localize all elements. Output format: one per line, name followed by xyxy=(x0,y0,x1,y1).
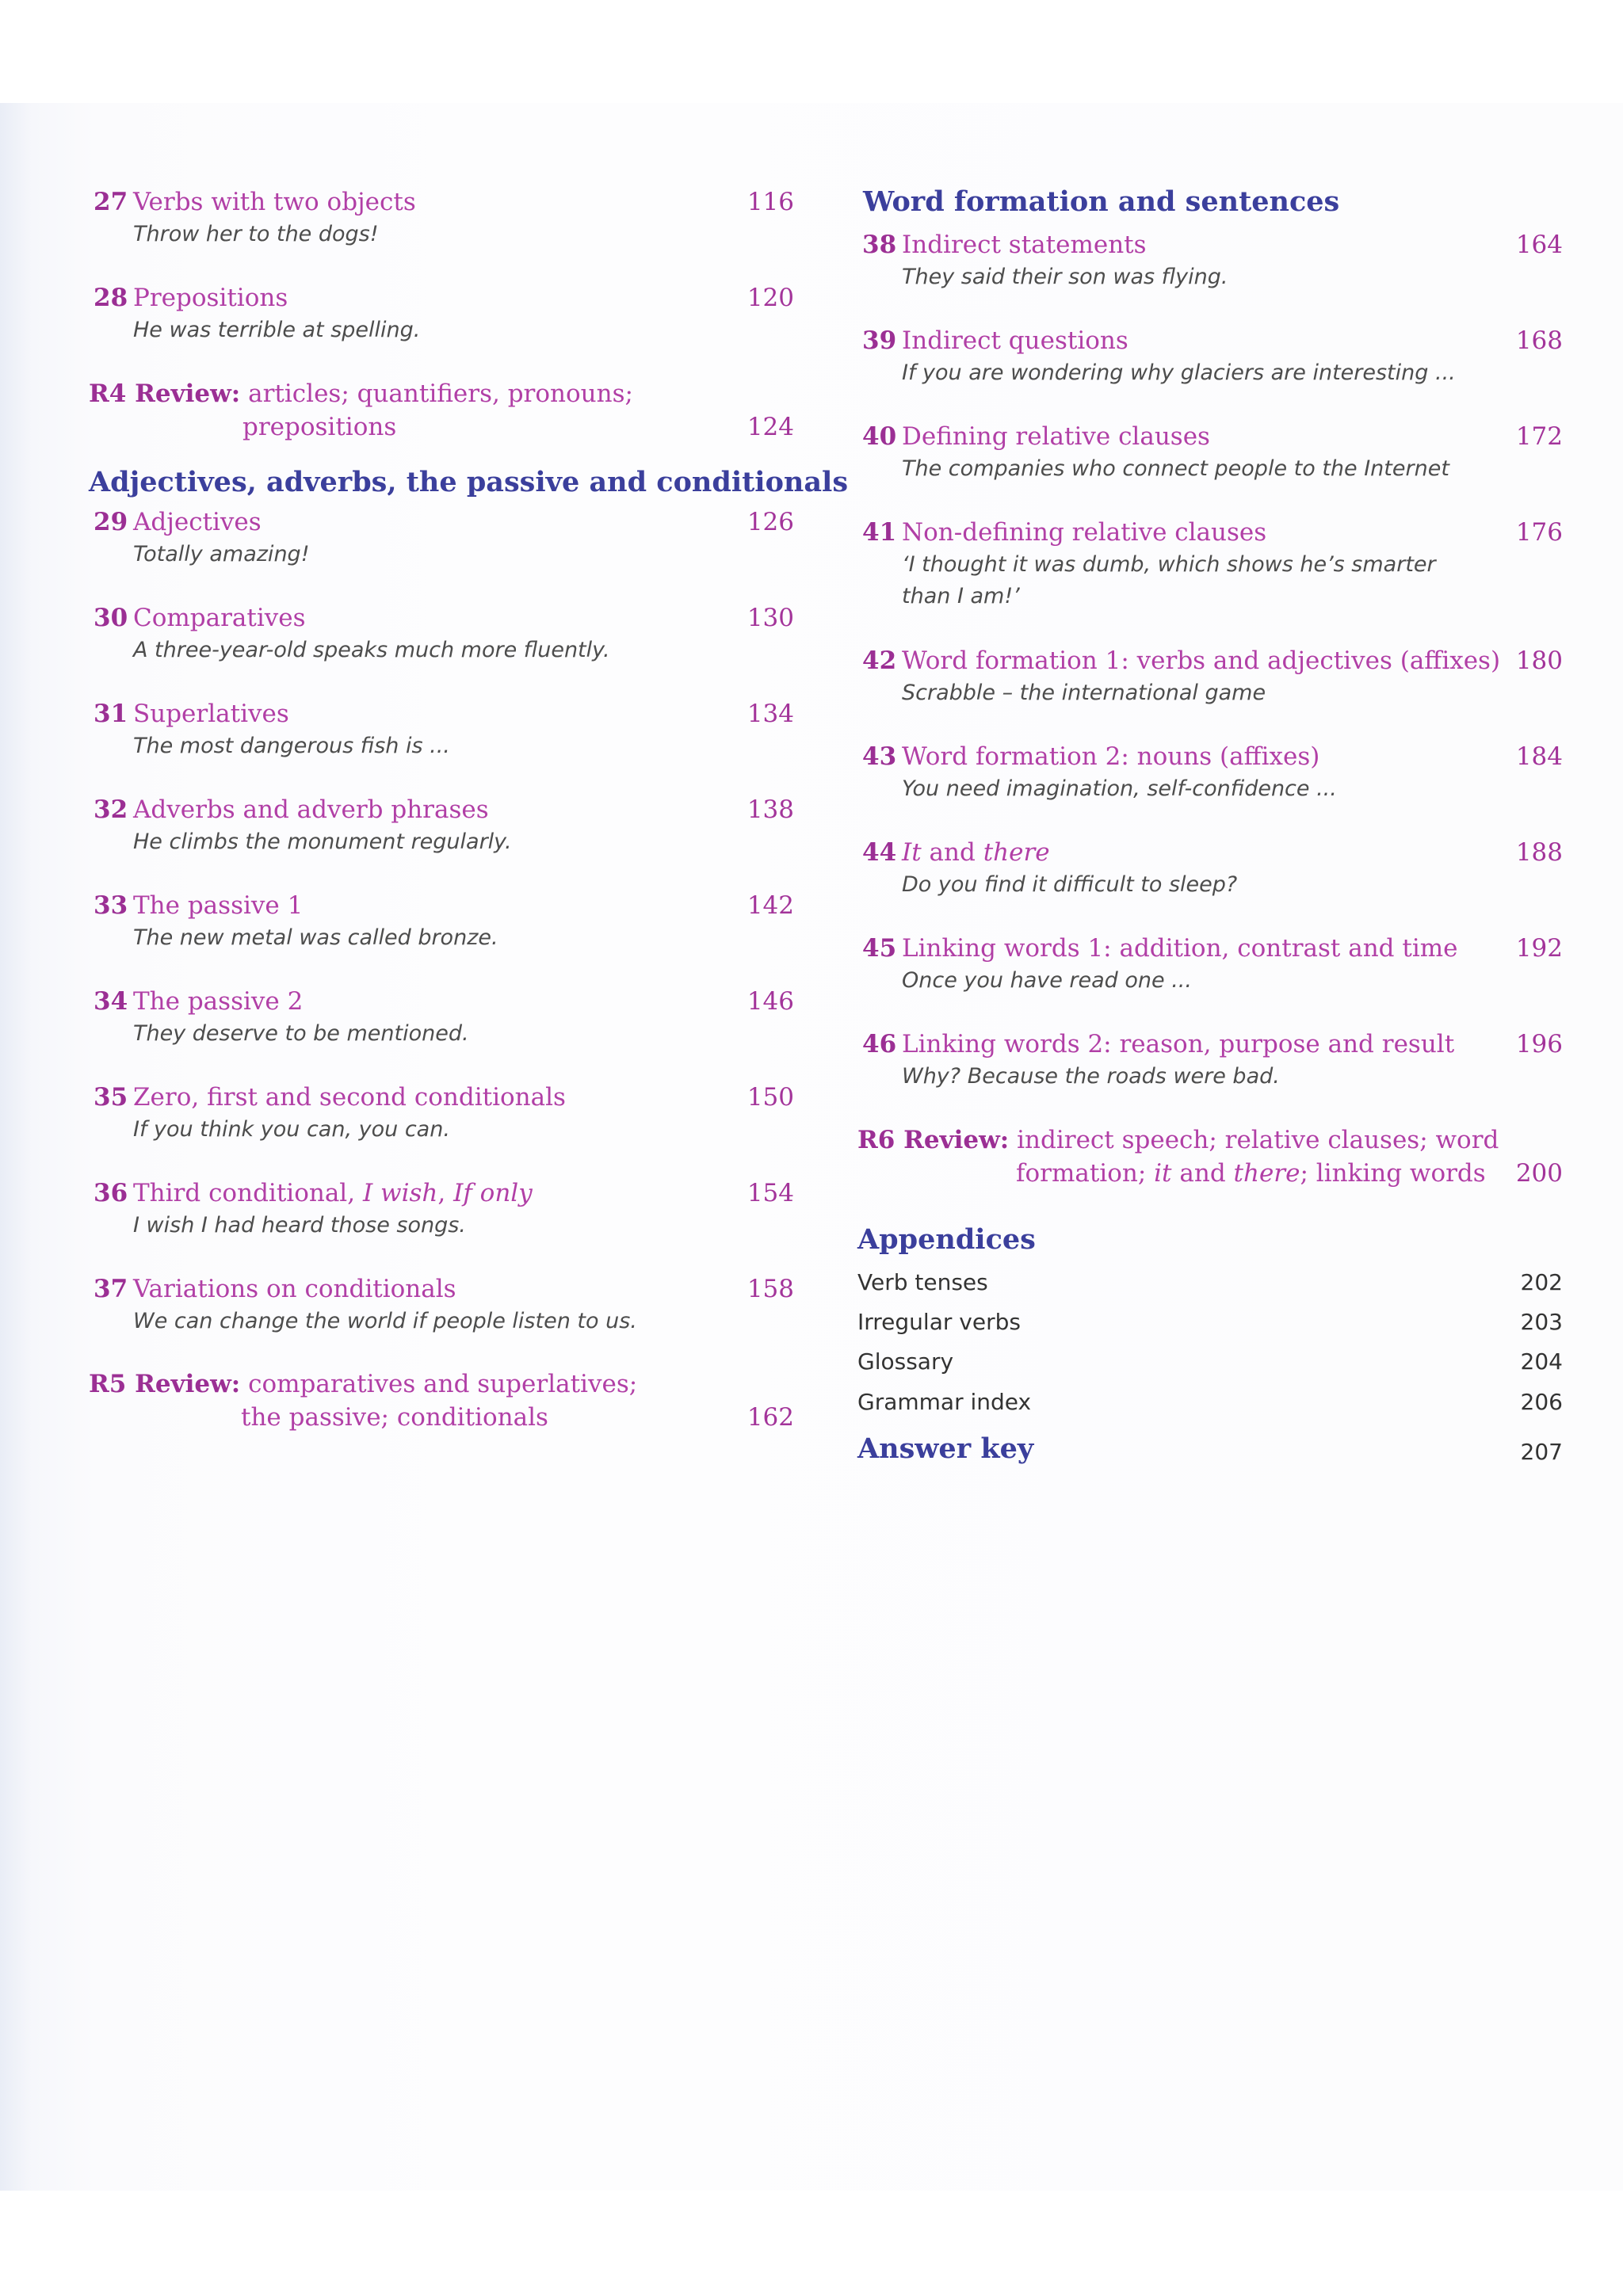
appendix-label: Grammar index xyxy=(857,1389,1032,1415)
page-ref: 146 xyxy=(747,987,794,1016)
toc-entry-29[interactable] xyxy=(89,505,794,570)
answer-key-label: Answer key xyxy=(857,1432,1034,1465)
page-ref: 116 xyxy=(747,188,794,216)
unit-subtitle-line1: ‘I thought it was dumb, which shows he’s smarter xyxy=(902,552,1436,577)
unit-subtitle: You need imagination, self-confidence ... xyxy=(902,776,1337,801)
toc-entry-38[interactable] xyxy=(857,228,1563,293)
unit-number: 41 xyxy=(862,518,897,547)
page-ref: 180 xyxy=(1515,646,1563,675)
page-ref: 203 xyxy=(1520,1309,1563,1335)
page-ref: 124 xyxy=(747,413,794,441)
review-r6[interactable] xyxy=(857,1123,1563,1190)
unit-number: 38 xyxy=(862,231,897,259)
unit-number: 31 xyxy=(94,700,128,728)
toc-entry-33[interactable] xyxy=(89,889,794,954)
page-ref: 204 xyxy=(1520,1348,1563,1375)
unit-subtitle: The most dangerous fish is ... xyxy=(133,734,450,758)
unit-subtitle: The companies who connect people to the Internet xyxy=(902,456,1449,481)
unit-subtitle: Totally amazing! xyxy=(133,542,310,566)
unit-number: 36 xyxy=(94,1179,128,1207)
unit-title: Variations on conditionals xyxy=(133,1275,456,1303)
page-ref: 126 xyxy=(747,508,794,536)
unit-title: The passive 2 xyxy=(133,987,304,1016)
appendix-glossary[interactable] xyxy=(857,1346,1563,1378)
page-ref: 172 xyxy=(1515,422,1563,451)
toc-entry-43[interactable] xyxy=(857,740,1563,805)
contents-page xyxy=(0,103,1623,2191)
unit-number: 30 xyxy=(94,604,128,632)
unit-subtitle: They deserve to be mentioned. xyxy=(133,1021,469,1046)
page-ref: 162 xyxy=(747,1403,794,1432)
page-ref: 188 xyxy=(1515,838,1563,867)
unit-number: 40 xyxy=(862,422,897,451)
unit-title: Word formation 2: nouns (affixes) xyxy=(902,742,1320,771)
unit-subtitle: Do you find it difficult to sleep? xyxy=(902,872,1238,897)
toc-entry-30[interactable] xyxy=(89,601,794,666)
appendix-grammar-index[interactable] xyxy=(857,1386,1563,1418)
unit-title: It and there xyxy=(902,838,1050,867)
toc-entry-41[interactable] xyxy=(857,516,1563,612)
review-r4[interactable] xyxy=(89,377,794,444)
toc-entry-34[interactable] xyxy=(89,985,794,1050)
page-ref: 168 xyxy=(1515,326,1563,355)
unit-title: Defining relative clauses xyxy=(902,422,1210,451)
unit-subtitle: If you are wondering why glaciers are interesting ... xyxy=(902,360,1456,385)
unit-number: 34 xyxy=(94,987,128,1016)
appendix-label: Glossary xyxy=(857,1348,954,1375)
unit-subtitle: They said their son was flying. xyxy=(902,265,1228,289)
answer-key-entry[interactable] xyxy=(857,1433,1563,1466)
appendix-label: Verb tenses xyxy=(857,1269,988,1295)
review-topics-line2: the passive; conditionals xyxy=(241,1403,548,1432)
toc-entry-37[interactable] xyxy=(89,1272,794,1337)
review-topics-line2: prepositions xyxy=(242,413,397,441)
page-ref: 207 xyxy=(1520,1439,1563,1465)
page-ref: 164 xyxy=(1515,231,1563,259)
unit-number: 44 xyxy=(862,838,897,867)
appendix-irregular-verbs[interactable] xyxy=(857,1306,1563,1338)
unit-title: Word formation 1: verbs and adjectives (affixes) xyxy=(902,646,1501,675)
unit-subtitle: Once you have read one ... xyxy=(902,968,1192,993)
unit-number: 45 xyxy=(862,934,897,963)
page-ref: 154 xyxy=(747,1179,794,1207)
section-heading-appendices: Appendices xyxy=(857,1223,1036,1256)
toc-entry-28[interactable] xyxy=(89,281,794,346)
unit-subtitle: I wish I had heard those songs. xyxy=(133,1213,466,1238)
unit-title: Non-defining relative clauses xyxy=(902,518,1267,547)
appendix-verb-tenses[interactable] xyxy=(857,1267,1563,1299)
unit-title: Superlatives xyxy=(133,700,289,728)
review-topics-line1: indirect speech; relative clauses; word xyxy=(1017,1126,1499,1154)
toc-entry-42[interactable] xyxy=(857,644,1563,709)
unit-title: Third conditional, I wish, If only xyxy=(133,1179,533,1207)
toc-entry-27[interactable] xyxy=(89,185,794,250)
unit-title: Adverbs and adverb phrases xyxy=(133,795,489,824)
unit-subtitle: Throw her to the dogs! xyxy=(133,222,379,246)
toc-entry-31[interactable] xyxy=(89,697,794,762)
review-label: R6 Review: xyxy=(857,1126,1010,1154)
top-margin xyxy=(0,0,1623,103)
appendix-label: Irregular verbs xyxy=(857,1309,1021,1335)
unit-number: 33 xyxy=(94,891,128,920)
unit-title: Prepositions xyxy=(133,284,288,312)
unit-title: Zero, first and second conditionals xyxy=(133,1083,566,1112)
page-ref: 134 xyxy=(747,700,794,728)
unit-number: 32 xyxy=(94,795,128,824)
unit-subtitle: Scrabble – the international game xyxy=(902,681,1266,705)
review-topics-line1: articles; quantifiers, pronouns; xyxy=(248,379,633,408)
page-ref: 176 xyxy=(1515,518,1563,547)
unit-subtitle: A three-year-old speaks much more fluently. xyxy=(133,638,610,662)
unit-number: 46 xyxy=(862,1030,897,1058)
section-heading-adjectives: Adjectives, adverbs, the passive and conditionals xyxy=(89,466,849,498)
toc-entry-46[interactable] xyxy=(857,1028,1563,1093)
toc-entry-36[interactable] xyxy=(89,1177,794,1241)
page-ref: 120 xyxy=(747,284,794,312)
unit-title: Linking words 1: addition, contrast and time xyxy=(902,934,1458,963)
page-ref: 138 xyxy=(747,795,794,824)
unit-number: 28 xyxy=(94,284,128,312)
section-heading-word-formation: Word formation and sentences xyxy=(863,185,1340,218)
unit-title: Adjectives xyxy=(133,508,262,536)
unit-subtitle: If you think you can, you can. xyxy=(133,1117,450,1142)
page-ref: 158 xyxy=(747,1275,794,1303)
unit-number: 35 xyxy=(94,1083,128,1112)
unit-number: 27 xyxy=(94,188,128,216)
page-ref: 196 xyxy=(1515,1030,1563,1058)
unit-subtitle: He was terrible at spelling. xyxy=(133,318,421,342)
unit-title: Verbs with two objects xyxy=(133,188,416,216)
unit-number: 29 xyxy=(94,508,128,536)
unit-subtitle: We can change the world if people listen to us. xyxy=(133,1309,637,1333)
unit-title: Indirect questions xyxy=(902,326,1128,355)
unit-number: 42 xyxy=(862,646,897,675)
review-r5[interactable] xyxy=(89,1367,794,1434)
page-ref: 130 xyxy=(747,604,794,632)
unit-number: 43 xyxy=(862,742,897,771)
toc-entry-45[interactable] xyxy=(857,932,1563,997)
unit-number: 37 xyxy=(94,1275,128,1303)
review-label: R5 Review: xyxy=(89,1370,241,1398)
unit-title: Comparatives xyxy=(133,604,306,632)
unit-title: Linking words 2: reason, purpose and result xyxy=(902,1030,1455,1058)
toc-entry-32[interactable] xyxy=(89,793,794,858)
unit-title: The passive 1 xyxy=(133,891,304,920)
toc-entry-39[interactable] xyxy=(857,324,1563,389)
page-ref: 150 xyxy=(747,1083,794,1112)
toc-entry-40[interactable] xyxy=(857,420,1563,485)
toc-entry-44[interactable] xyxy=(857,836,1563,901)
page-ref: 184 xyxy=(1515,742,1563,771)
bottom-margin xyxy=(0,2191,1623,2296)
unit-title: Indirect statements xyxy=(902,231,1147,259)
unit-subtitle: Why? Because the roads were bad. xyxy=(902,1064,1280,1089)
review-label: R4 Review: xyxy=(89,379,241,408)
unit-subtitle: He climbs the monument regularly. xyxy=(133,830,512,854)
unit-subtitle-line2: than I am!’ xyxy=(902,584,1020,608)
page-ref: 192 xyxy=(1515,934,1563,963)
page-ref: 142 xyxy=(747,891,794,920)
unit-subtitle: The new metal was called bronze. xyxy=(133,925,498,950)
toc-entry-35[interactable] xyxy=(89,1081,794,1146)
page-ref: 206 xyxy=(1520,1389,1563,1415)
page-ref: 202 xyxy=(1520,1269,1563,1295)
unit-number: 39 xyxy=(862,326,897,355)
review-topics-line1: comparatives and superlatives; xyxy=(248,1370,638,1398)
review-topics-line2: formation; it and there; linking words xyxy=(1016,1159,1486,1188)
page-ref: 200 xyxy=(1515,1159,1563,1188)
